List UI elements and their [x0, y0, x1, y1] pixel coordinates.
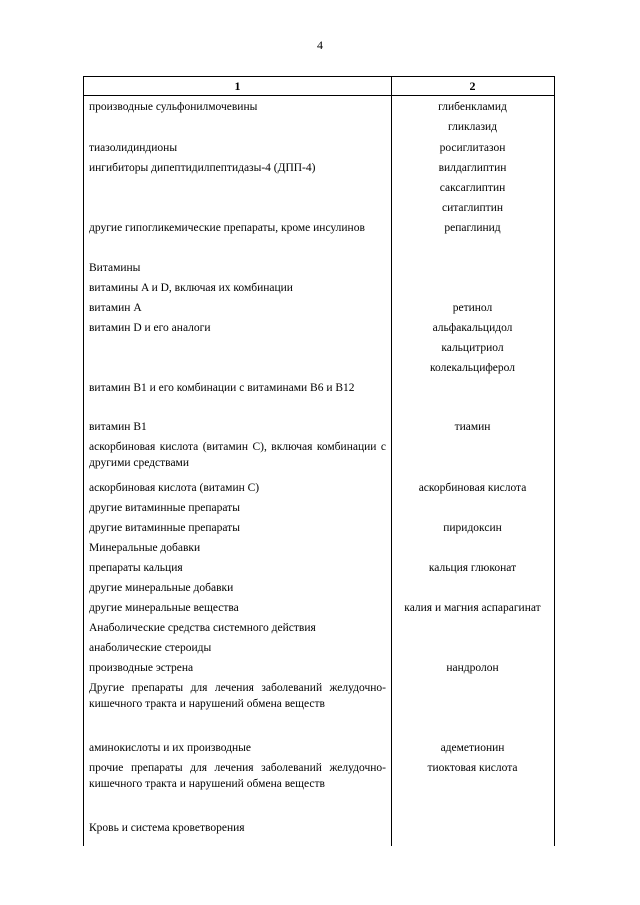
drug-cell: аскорбиновая кислота	[418, 482, 527, 494]
drug-cell: колекальциферол	[430, 362, 515, 374]
drug-cell: росиглитазон	[439, 142, 506, 154]
header-col-1: 1	[234, 79, 241, 93]
category-cell: прочие препараты для лечения заболеваний желудочно-кишечного тракта и нарушений обмена веществ	[89, 762, 386, 790]
category-cell: аминокислоты и их производные	[89, 742, 252, 754]
drug-cell: нандролон	[446, 662, 499, 674]
category-cell: Кровь и система кроветворения	[89, 822, 245, 834]
category-cell: Минеральные добавки	[89, 542, 201, 554]
drug-cell: кальцитриол	[441, 342, 504, 354]
category-cell: витамин B1	[89, 421, 147, 433]
category-cell: другие минеральные вещества	[89, 602, 239, 614]
category-cell: Анаболические средства системного действия	[89, 622, 316, 634]
drug-cell: тиамин	[454, 421, 491, 433]
drug-cell: ситаглиптин	[441, 202, 504, 214]
category-cell: Витамины	[89, 262, 141, 274]
drug-cell: калия и магния аспарагинат	[404, 602, 541, 614]
category-cell: Другие препараты для лечения заболеваний желудочно-кишечного тракта и нарушений обмена веществ	[89, 682, 386, 710]
category-cell: производные эстрена	[89, 662, 194, 674]
table-header	[84, 77, 554, 96]
drug-cell: пиридоксин	[443, 522, 502, 534]
category-cell: препараты кальция	[89, 562, 183, 574]
category-cell: витамин D и его аналоги	[89, 322, 211, 334]
drug-cell: альфакальцидол	[432, 322, 513, 334]
drug-cell: вилдаглиптин	[438, 162, 507, 174]
drug-table	[83, 76, 555, 846]
category-cell: ингибиторы дипептидилпептидазы-4 (ДПП-4)	[89, 162, 316, 174]
category-cell: другие гипогликемические препараты, кроме инсулинов	[89, 222, 365, 234]
category-cell: производные сульфонилмочевины	[89, 101, 258, 113]
drug-cell: глибенкламид	[438, 101, 507, 113]
category-cell: другие витаминные препараты	[89, 522, 240, 534]
category-cell: другие минеральные добавки	[89, 582, 234, 594]
category-cell: другие витаминные препараты	[89, 502, 240, 514]
drug-cell: кальция глюконат	[428, 562, 517, 574]
drug-cell: репаглинид	[444, 222, 501, 234]
drug-cell: саксаглиптин	[439, 182, 506, 194]
category-cell: аскорбиновая кислота (витамин C), включая комбинации с другими средствами	[89, 441, 386, 469]
page-number: 4	[317, 38, 323, 52]
category-cell: витамин B1 и его комбинации с витаминами B6 и B12	[89, 382, 355, 394]
category-cell: витамин A	[89, 302, 142, 314]
category-cell: тиазолидиндионы	[89, 142, 178, 154]
category-cell: анаболические стероиды	[89, 642, 212, 654]
header-col-2: 2	[469, 79, 476, 93]
drug-cell: адеметионин	[440, 742, 505, 754]
category-cell: аскорбиновая кислота (витамин C)	[89, 482, 260, 494]
drug-cell: гликлазид	[447, 121, 497, 133]
drug-cell: тиоктовая кислота	[427, 762, 518, 774]
drug-cell: ретинол	[452, 302, 493, 314]
category-cell: витамины A и D, включая их комбинации	[89, 282, 293, 294]
